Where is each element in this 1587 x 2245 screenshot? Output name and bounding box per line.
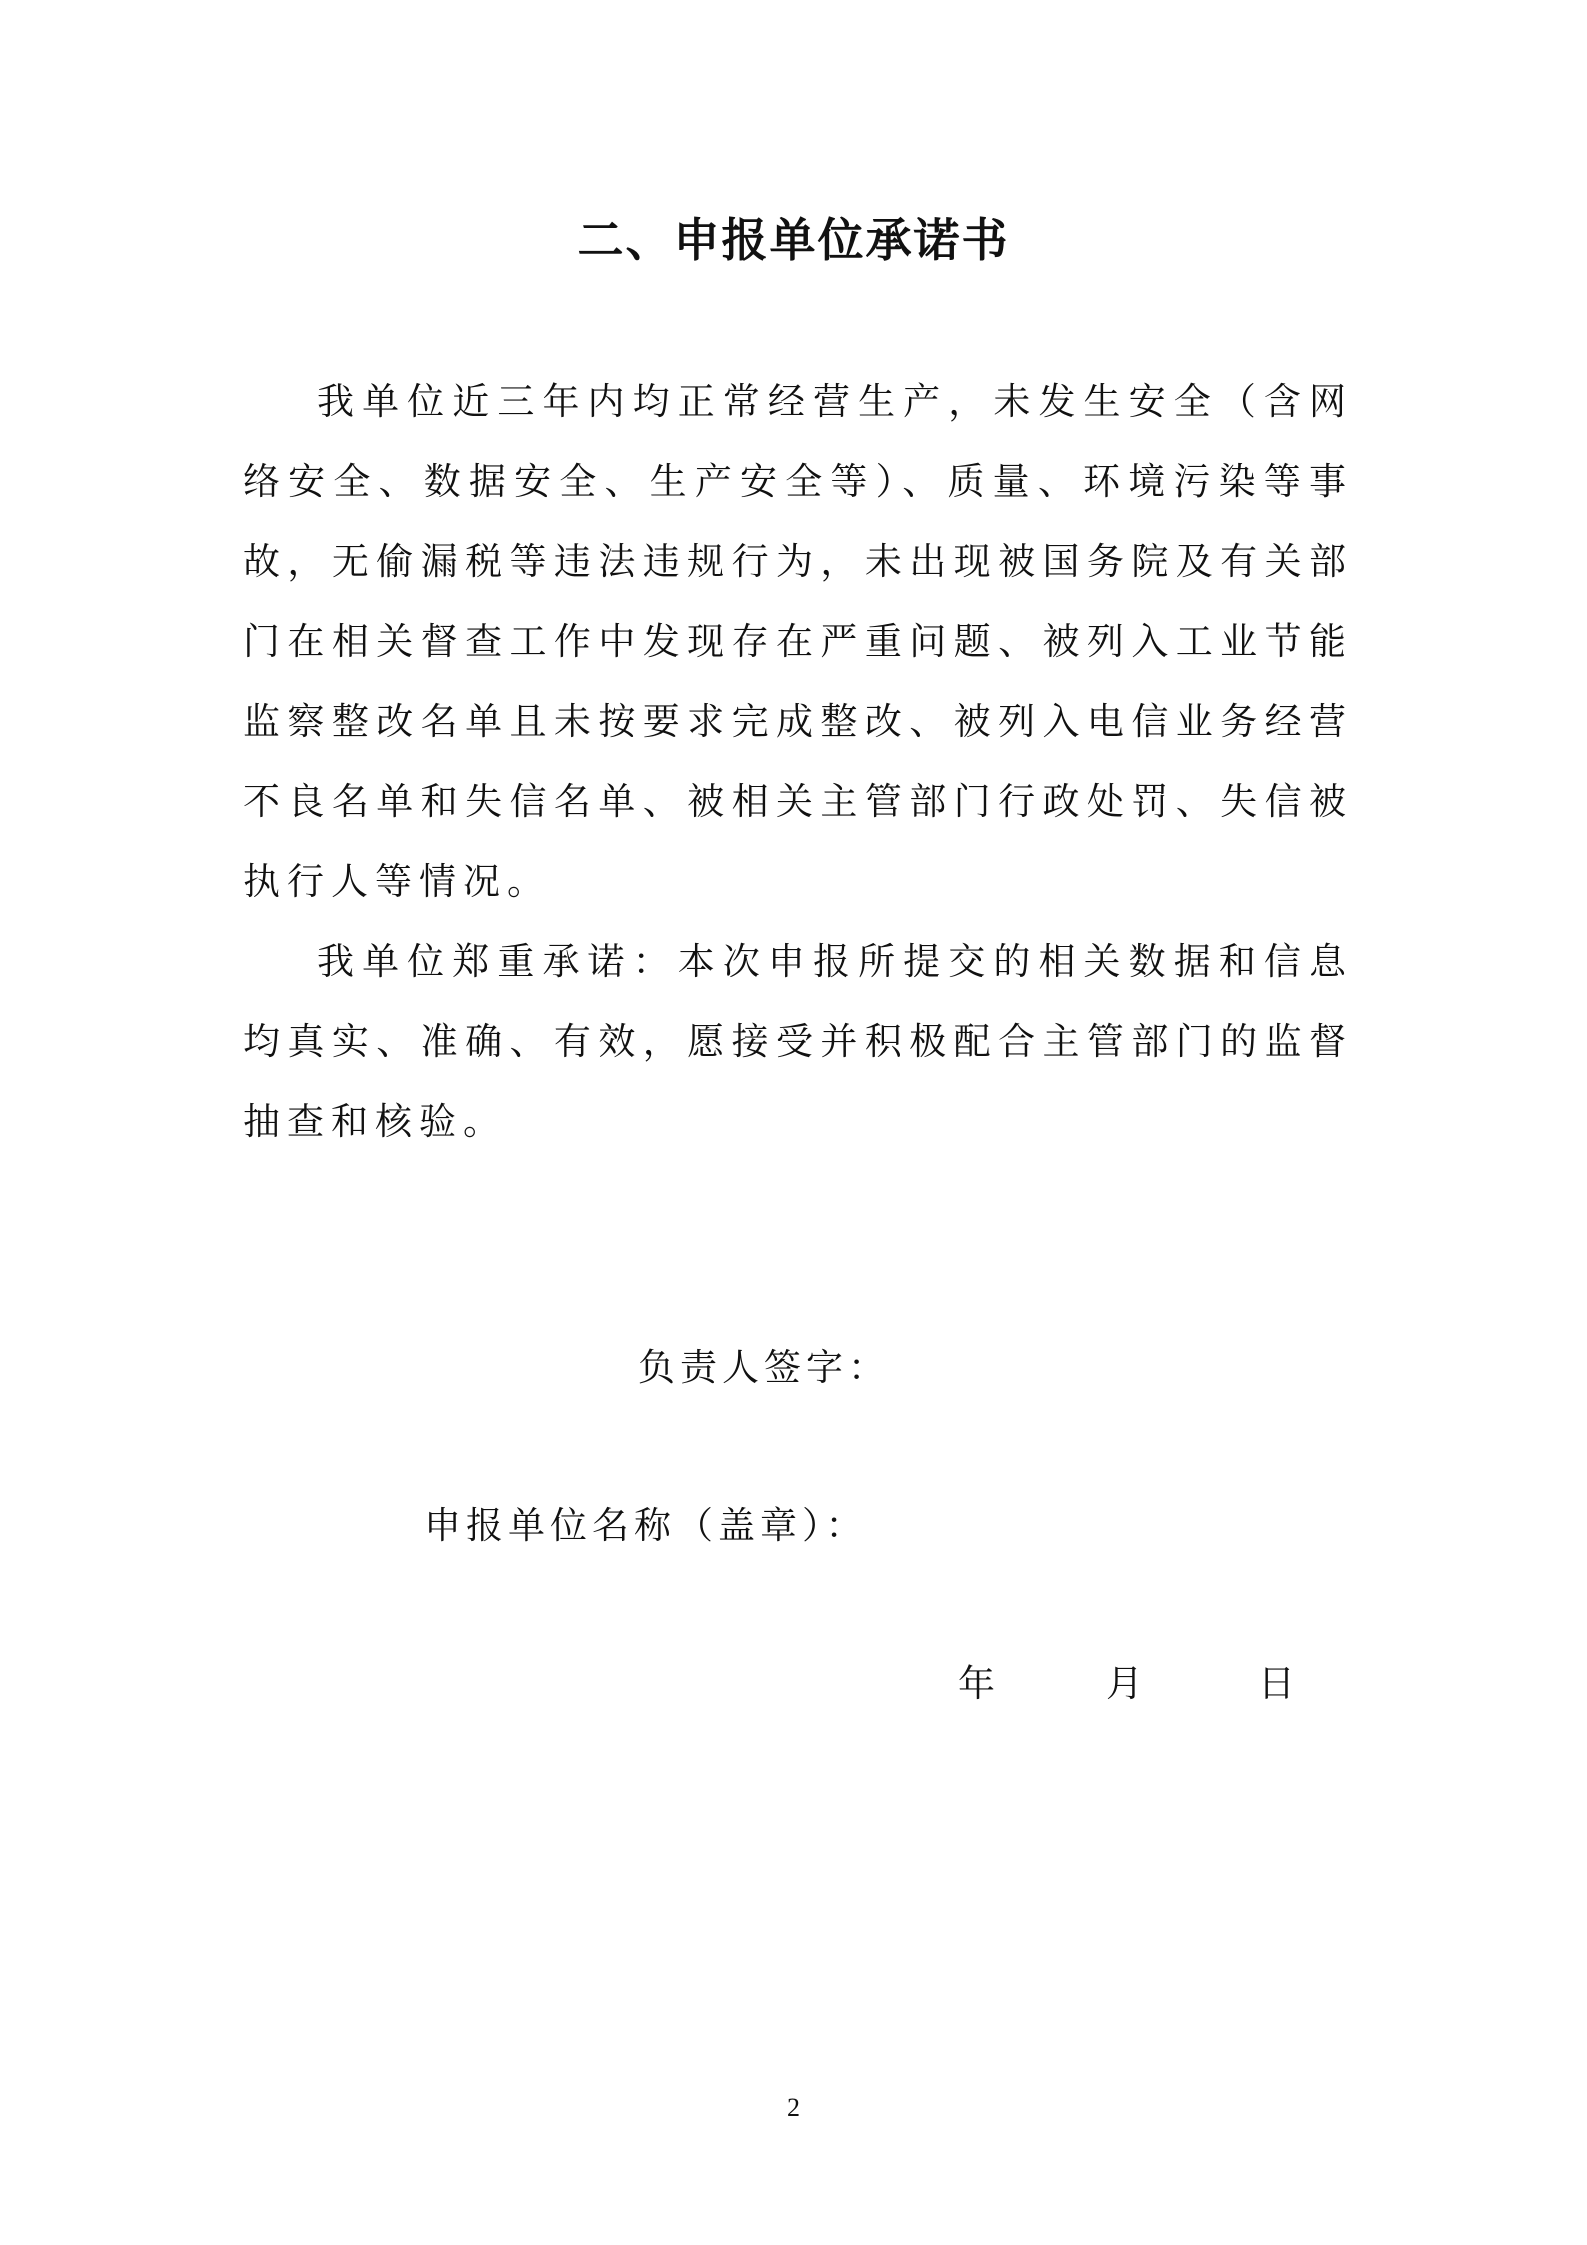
date-row (958, 1654, 1298, 1714)
document-title: 二、申报单位承诺书 (577, 213, 1010, 267)
date-month-label: 月 (1106, 1662, 1143, 1705)
date-day-label: 日 (1258, 1662, 1295, 1705)
signer-label: 负责人签字： (638, 1346, 890, 1389)
paragraph-2: 我单位郑重承诺：本次申报所提交的相关数据和信息均真实、准确、有效，愿接受并积极配合主管部门的监督抽查和核验。 (243, 940, 1353, 1143)
paragraph-1: 我单位近三年内均正常经营生产，未发生安全（含网络安全、数据安全、生产安全等）、质量、环境污染等事故，无偷漏税等违法违规行为，未出现被国务院及有关部门在相关督查工作中发现存在严重问题、被列入工业节能监察整改名单且未按要求完成整改、被列入电信业务经营不良名单和失信名单、被相关主管部门行政处罚、失信被执行人等情况。 (243, 380, 1353, 903)
page-number: 2 (787, 2093, 800, 2122)
commitment-body (243, 362, 1353, 1162)
date-year-label: 年 (958, 1662, 995, 1705)
unit-name-label: 申报单位名称（盖章）： (424, 1504, 868, 1547)
